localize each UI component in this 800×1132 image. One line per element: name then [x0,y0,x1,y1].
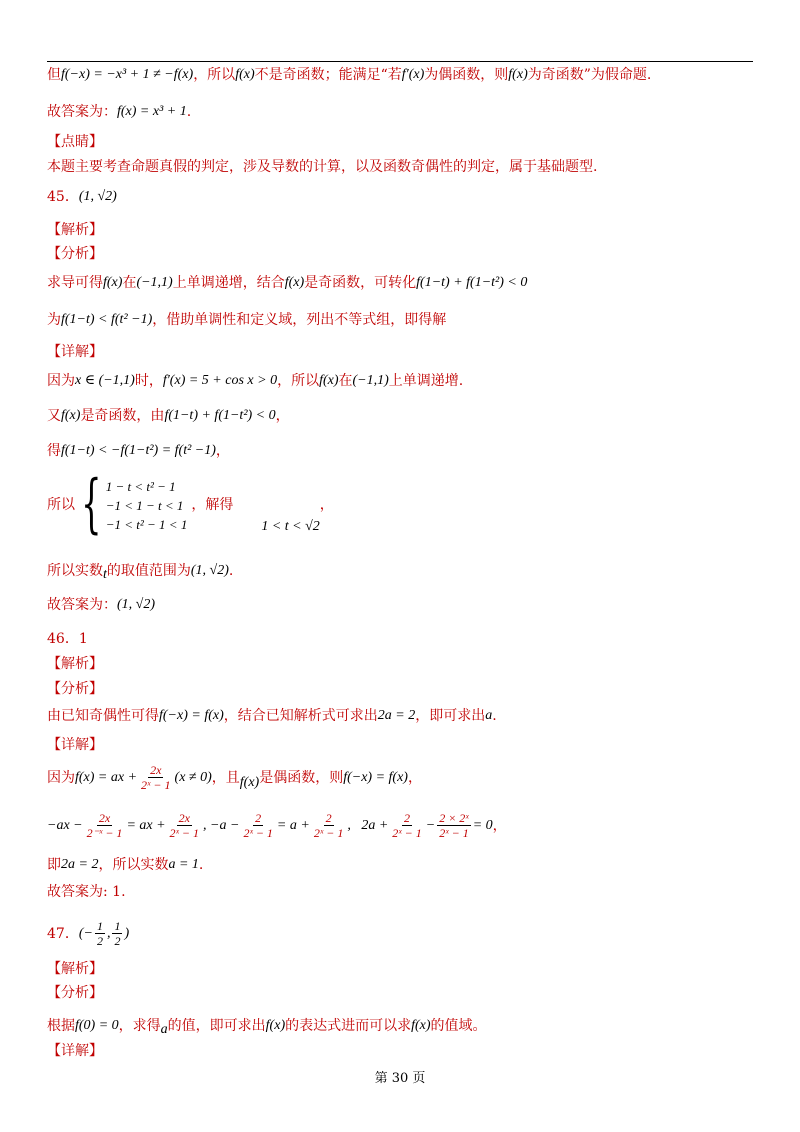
line-detail-46-2: −ax − $\frac{2x}{\text{2⁻ˣ − 1}}$ = ax + $\frac{2x}{\text{2ˣ − 1}}$ , −a − $\frac{2}{\text{2ˣ − 1}}$ = a + $\frac{2}{\text{2ˣ − 1}}$ , 2a + $\frac{2}{\text{2ˣ − 1}}$ − $\frac{\text{2 × 2ˣ}}{\text{2ˣ − 1}}$ = 0 ， [47,811,507,840]
line-system: 所以 { 1 − t < t² − 1 −1 < 1 − t < 1 −1 < t² − 1 < 1 ，解得 1 < t < √2 ， [47,467,334,542]
heading-xiangjie: 【详解】 [47,737,103,753]
heading-fenxi: 【分析】 [47,985,103,1001]
math: f(x) [508,67,528,82]
line-answer-45: 故答案为： (1, √2) [47,597,156,613]
page-number: 第 30 页 [374,1071,426,1086]
line-analysis: 求导可得 f(x) 在 (−1,1) 上单调递增，结合 f(x) 是奇函数，可转化 f(1−t) + f(1−t²) < 0 [47,275,528,291]
line-analysis-46: 由已知奇偶性可得 f(−x) = f(x) ，结合已知解析式可求出 2a = 2 ，即可求出 a . [47,708,497,724]
line-range: 所以实数 t 的取值范围为 (1, √2) . [47,563,234,582]
math: f′(x) [401,67,425,82]
answer-45: (1, √2) [78,189,117,204]
line-detail-46-3: 即 2a = 2 ，所以实数 a = 1 . [47,857,204,873]
math: f(x) [235,67,255,82]
fraction: $\frac{1}{2}$ [114,919,121,948]
heading-xiangjie: 【详解】 [47,344,103,360]
line-detail-1: 因为 x ∈ (−1,1) 时， f′(x) = 5 + cos x > 0 ，所以 f(x) 在 (−1,1) 上单调递增. [47,373,464,389]
line-detail-46-1: 因为 f(x) = ax + $\frac{2x}{\text{2ˣ − 1}}$ (x ≠ 0) ，且 f(x) 是偶函数，则 f(−x) = f(x) ， [47,763,422,792]
line-answer-44: 故答案为： f(x) = x³ + 1 . [47,104,192,120]
heading-xiangjie: 【详解】 [47,1043,103,1059]
heading-jiexi: 【解析】 [47,222,103,238]
math: f(−x) = −x³ + 1 ≠ −f(x) [61,67,194,82]
heading-jiexi: 【解析】 [47,961,103,977]
line-detail-3: 得 f(1−t) < −f(1−t²) = f(t² −1) ， [47,443,230,459]
line-answer-46: 故答案为: 1. [47,884,126,900]
math: f(x) = x³ + 1 [117,104,187,119]
heading-dianjing: 【点睛】 [47,134,103,150]
question-47: 47． (− $\frac{1}{2}$ , $\frac{1}{2}$ ) [47,919,130,948]
line-conclusion: 但 f(−x) = −x³ + 1 ≠ −f(x) ，所以 f(x) 不是奇函数；能满足“若 f′(x) 为偶函数，则 f(x) 为奇函数”为假命题. [47,67,652,83]
heading-fenxi: 【分析】 [47,681,103,697]
line-summary: 本题主要考查命题真假的判定，涉及导数的计算，以及函数奇偶性的判定，属于基础题型. [47,159,598,175]
line-analysis-2: 为 f(1−t) < f(t² −1) ，借助单调性和定义域，列出不等式组，即得解 [47,312,447,328]
question-46: 46．1 [47,631,88,647]
heading-jiexi: 【解析】 [47,656,103,672]
question-45: 45． (1, √2) [47,189,117,205]
inequality-system: { 1 − t < t² − 1 −1 < 1 − t < 1 −1 < t² − 1 < 1 [81,467,188,542]
line-detail-2: 又 f(x) 是奇函数，由 f(1−t) + f(1−t²) < 0 ， [47,408,290,424]
heading-fenxi: 【分析】 [47,246,103,262]
fraction: $\frac{2x}{\text{2ˣ − 1}}$ [141,763,171,792]
fraction: $\frac{1}{2}$ [96,919,103,948]
top-rule [47,61,753,62]
brace-icon: { [81,467,102,542]
line-analysis-47: 根据 f(0) = 0 ，求得 a 的值，即可求出 f(x) 的表达式进而可以求 f(x) 的值域。 [47,1018,487,1037]
